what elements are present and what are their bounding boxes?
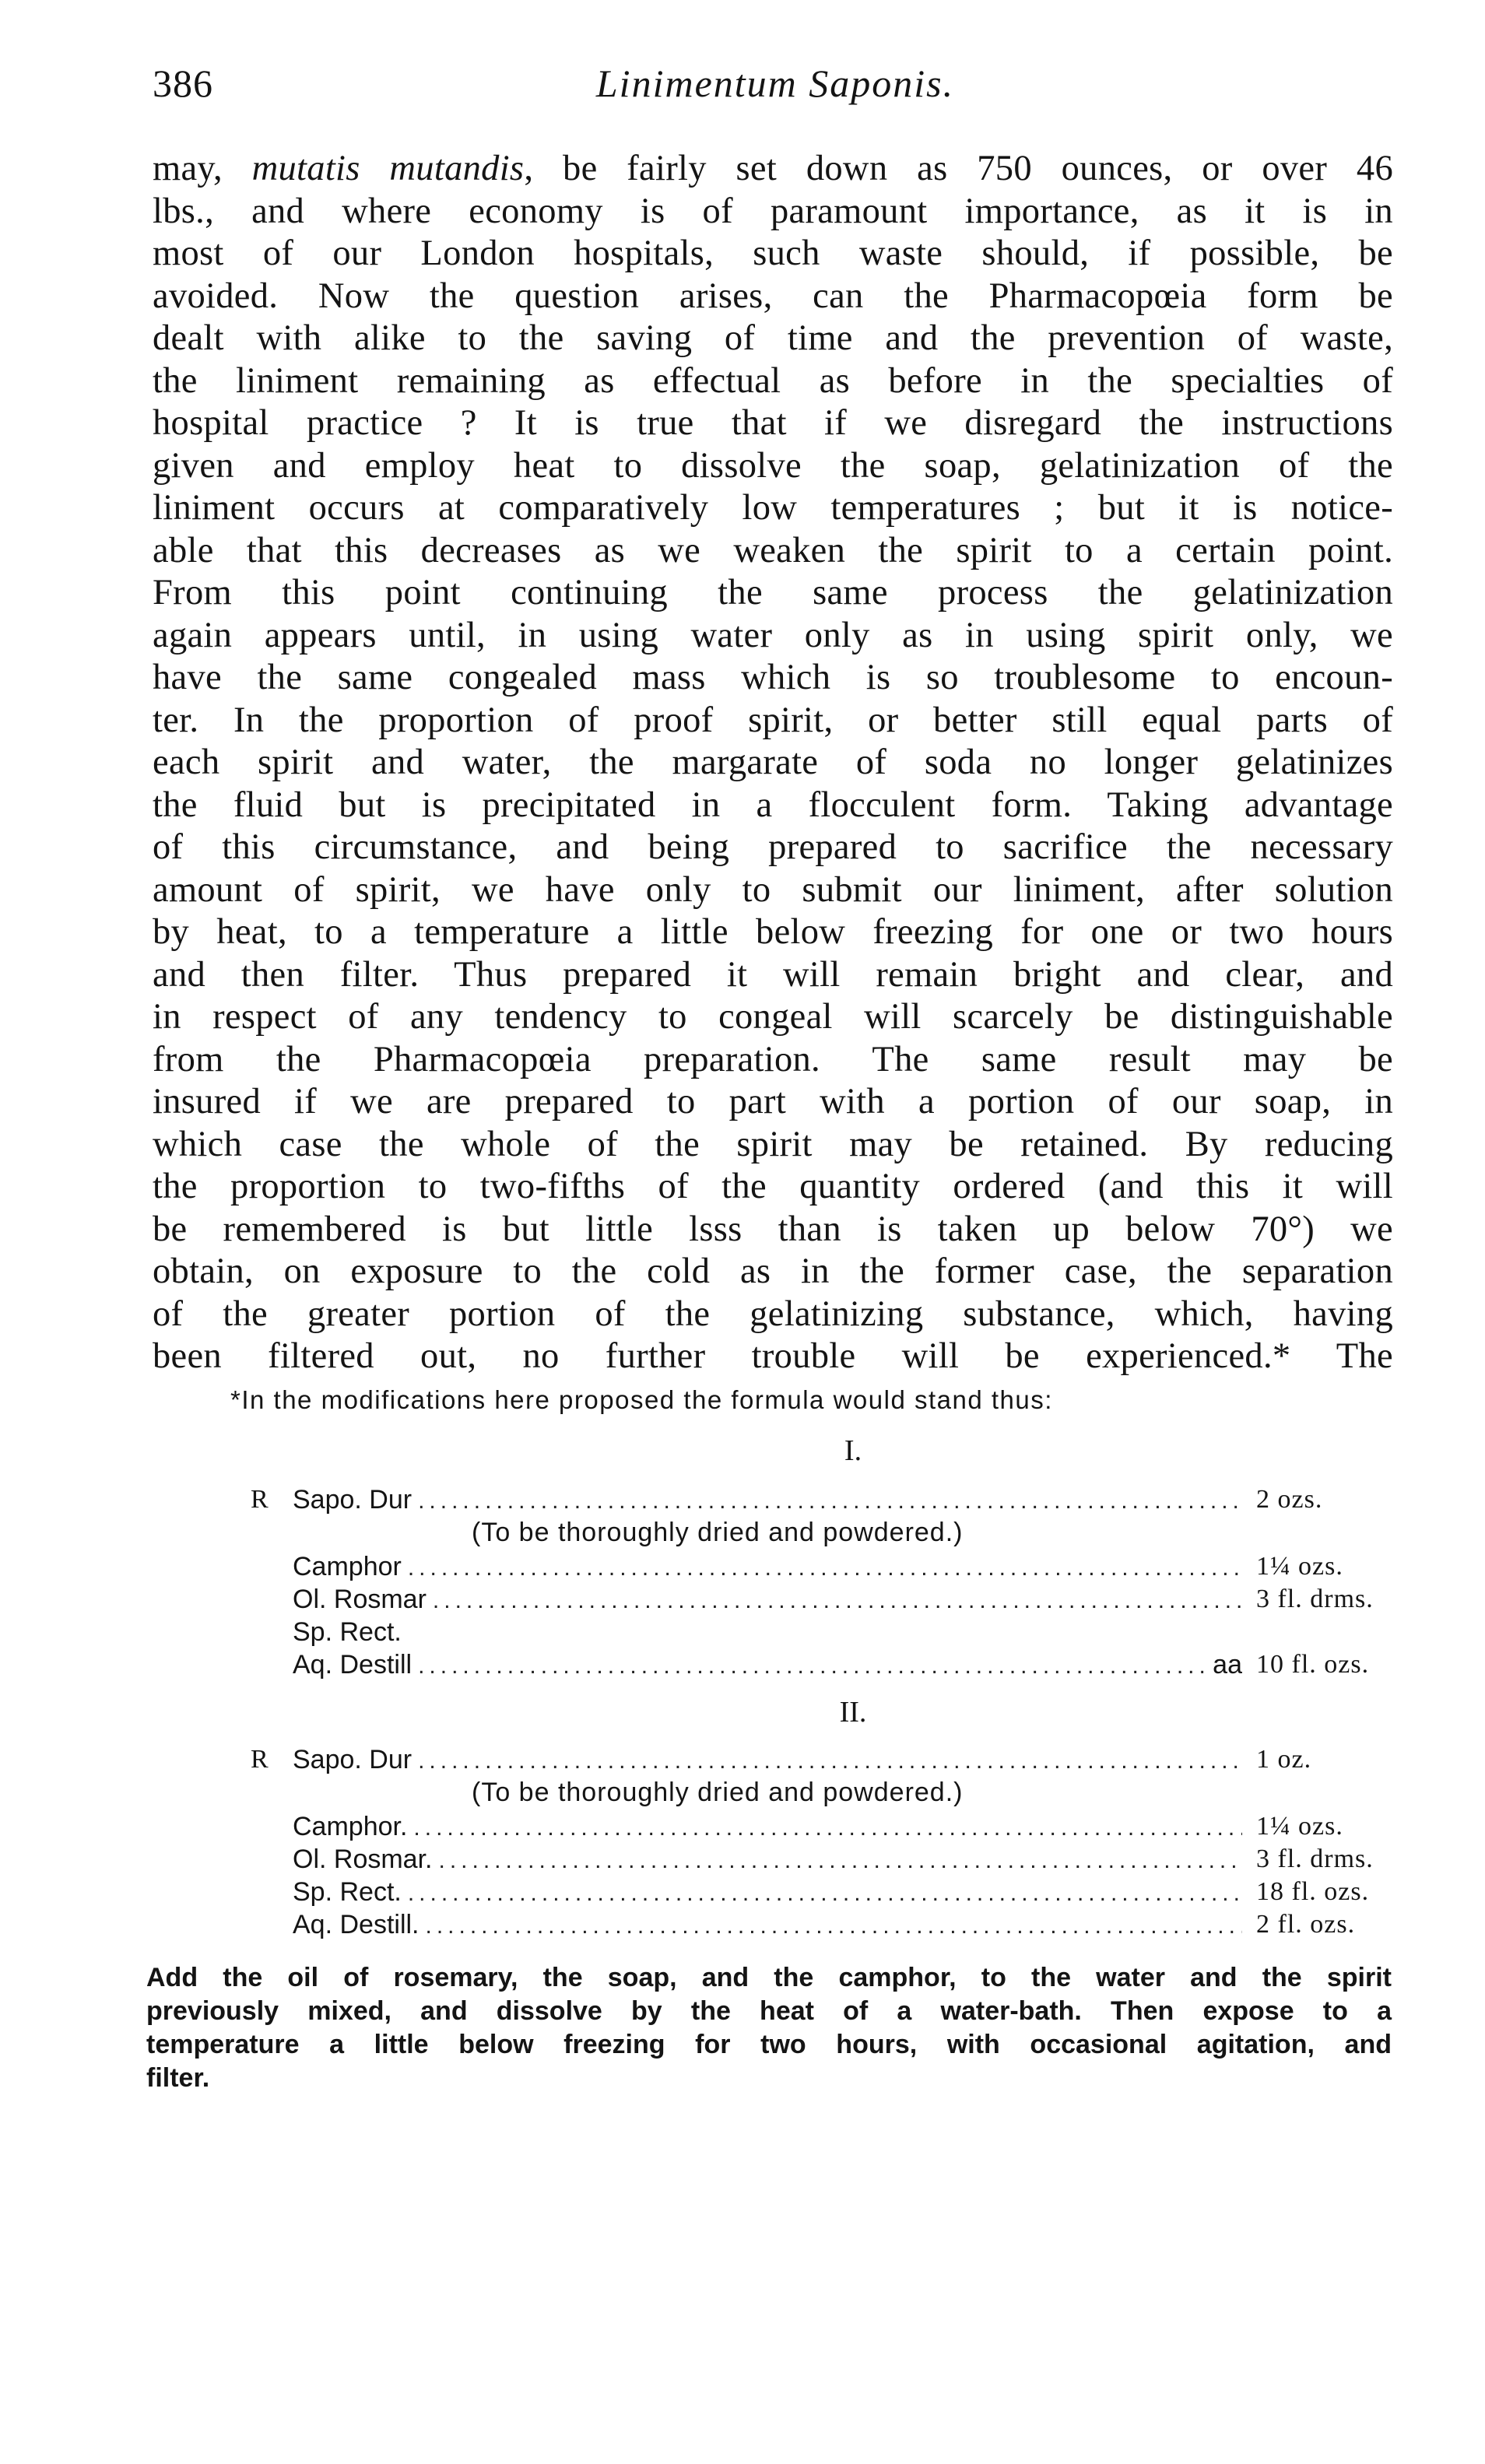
ingredient-name: Aq. Destill. [293,1910,420,1939]
text-line: be remembered is but little lsss than is taken up below 70°) we [153,1209,1393,1249]
ingredient [293,1910,1242,1940]
dot-leader [433,1588,1242,1614]
text-line: may, mutatis mutandis, be fairly set down as 750 ounces, or over 46 [153,149,1394,188]
recipe-symbol: R [251,1485,269,1514]
ingredient-name: Camphor. [293,1812,408,1841]
ingredient [293,1650,1242,1680]
formula-row [153,1617,1398,1648]
ingredient-name: Sp. Rect. [293,1877,402,1907]
body-paragraph [153,148,1393,1378]
dot-leader [438,1848,1242,1874]
text-line: most of our London hospitals, such waste should, if possible, be [153,233,1393,273]
page-number: 386 [153,61,213,105]
recipe-symbol: R [251,1745,269,1774]
formula-note-row [153,1778,1398,1809]
running-title: Linimentum Saponis. [595,61,955,105]
dot-leader [413,1815,1242,1841]
dot-leader [408,1555,1242,1581]
footnote-intro: *In the modifications here proposed the formula would stand thus: [230,1385,1053,1414]
ingredient-name: Sapo. Dur [293,1745,412,1774]
text-line: been filtered out, no further trouble will be experienced.* The [153,1336,1393,1376]
text-line: lbs., and where economy is of paramount importance, as it is in [153,191,1393,231]
text-line: ter. In the proportion of proof spirit, or better still equal parts of [153,700,1393,740]
text-line: each spirit and water, the margarate of soda no longer gelatinizes [153,742,1393,782]
dot-leader [418,1488,1242,1515]
ingredient [293,1585,1242,1615]
text-line: which case the whole of the spirit may be retained. By reducing [153,1124,1393,1164]
text-line: the fluid but is precipitated in a flocculent form. Taking advantage [153,784,1393,825]
text-line: amount of spirit, we have only to submit our liniment, after solution [153,869,1393,910]
ingredient-name: Ol. Rosmar [293,1585,427,1614]
text-line: given and employ heat to dissolve the soap, gelatinization of the [153,445,1393,486]
formula-row [153,1877,1398,1908]
formula-row [153,1812,1398,1843]
latin-phrase: mutatis mutandis [251,149,525,188]
formula-row [153,1745,1398,1776]
ingredient-name: Ol. Rosmar. [293,1844,433,1874]
text-line: From this point continuing the same process the gelatinization [153,573,1393,612]
formula-row [153,1910,1398,1941]
ingredient-name: Aq. Destill [293,1650,412,1680]
text-line: in respect of any tendency to congeal will scarcely be distinguishable [153,997,1393,1037]
ingredient-quantity: 1¼ ozs. [1256,1552,1343,1581]
ingredient [293,1617,604,1648]
text-line: liniment occurs at comparatively low temperatures ; but it is notice- [153,488,1393,528]
formula-heading: II. [839,1696,867,1729]
ingredient-quantity: 3 fl. drms. [1256,1844,1374,1873]
formula-heading: I. [844,1434,862,1467]
preparation-directions [146,1961,1392,2095]
text-line: the proportion to two-fifths of the quantity ordered (and this it will [153,1167,1393,1206]
ingredient [293,1552,1242,1582]
ingredient-quantity: 2 fl. ozs. [1256,1910,1356,1939]
text-line: able that this decreases as we weaken the spirit to a certain point. [153,530,1393,570]
directions-line: filter. [146,2063,210,2093]
ingredient-quantity: 18 fl. ozs. [1256,1877,1370,1906]
formula-row [153,1485,1398,1516]
page-header [153,61,1398,115]
ingredient-name: Sp. Rect. [293,1617,402,1647]
directions-line: temperature a little below freezing for two hours, with occasional agitation, and [146,2030,1392,2059]
ana-mark: aa [1213,1650,1242,1680]
directions-line: previously mixed, and dissolve by the heat of a water-bath. Then expose to a [146,1996,1392,2026]
text-line: the liniment remaining as effectual as before in the specialties of [153,360,1393,401]
ingredient-quantity: 10 fl. ozs. [1256,1650,1370,1679]
formula-row [153,1650,1398,1681]
text-line: again appears until, in using water only as in using spirit only, we [153,615,1393,655]
dot-leader [418,1748,1242,1774]
text-line: insured if we are prepared to part with a portion of our soap, in [153,1082,1393,1121]
ingredient [293,1745,1242,1775]
text-line: obtain, on exposure to the cold as in the former case, the separation [153,1251,1393,1291]
text-line: by heat, to a temperature a little below freezing for one or two hours [153,912,1393,952]
formula-row [153,1844,1398,1876]
ingredient-quantity: 2 ozs. [1256,1485,1323,1514]
ingredient-quantity: 1 oz. [1256,1745,1312,1774]
ingredient-name: Sapo. Dur [293,1485,412,1515]
formula-note: (To be thoroughly dried and powdered.) [472,1518,964,1547]
directions-line: Add the oil of rosemary, the soap, and the camphor, to the water and the spirit [146,1963,1392,1992]
text-line: of the greater portion of the gelatinizing substance, which, having [153,1293,1393,1334]
formula-row [153,1552,1398,1583]
ingredient-quantity: 3 fl. drms. [1256,1585,1374,1613]
formula-row [153,1585,1398,1616]
formula-note-row [153,1518,1398,1549]
ingredient [293,1485,1242,1515]
text-line: have the same congealed mass which is so troublesome to encoun- [153,658,1393,697]
dot-leader [418,1653,1209,1680]
dot-leader [426,1913,1243,1939]
dot-leader [408,1880,1242,1907]
text-line: from the Pharmacopœia preparation. The same result may be [153,1039,1393,1079]
text-line: of this circumstance, and being prepared to sacrifice the necessary [153,827,1393,867]
ingredient [293,1877,1242,1908]
text-line: dealt with alike to the saving of time and the prevention of waste, [153,318,1393,358]
text-line: and then filter. Thus prepared it will remain bright and clear, and [153,954,1393,995]
text-line: avoided. Now the question arises, can the Pharmacopœia form be [153,276,1393,316]
formula-note: (To be thoroughly dried and powdered.) [472,1778,964,1807]
ingredient-quantity: 1¼ ozs. [1256,1812,1343,1841]
text-line: hospital practice ? It is true that if we disregard the instructions [153,403,1393,443]
ingredient [293,1812,1242,1842]
ingredient-name: Camphor [293,1552,402,1581]
ingredient [293,1844,1242,1875]
